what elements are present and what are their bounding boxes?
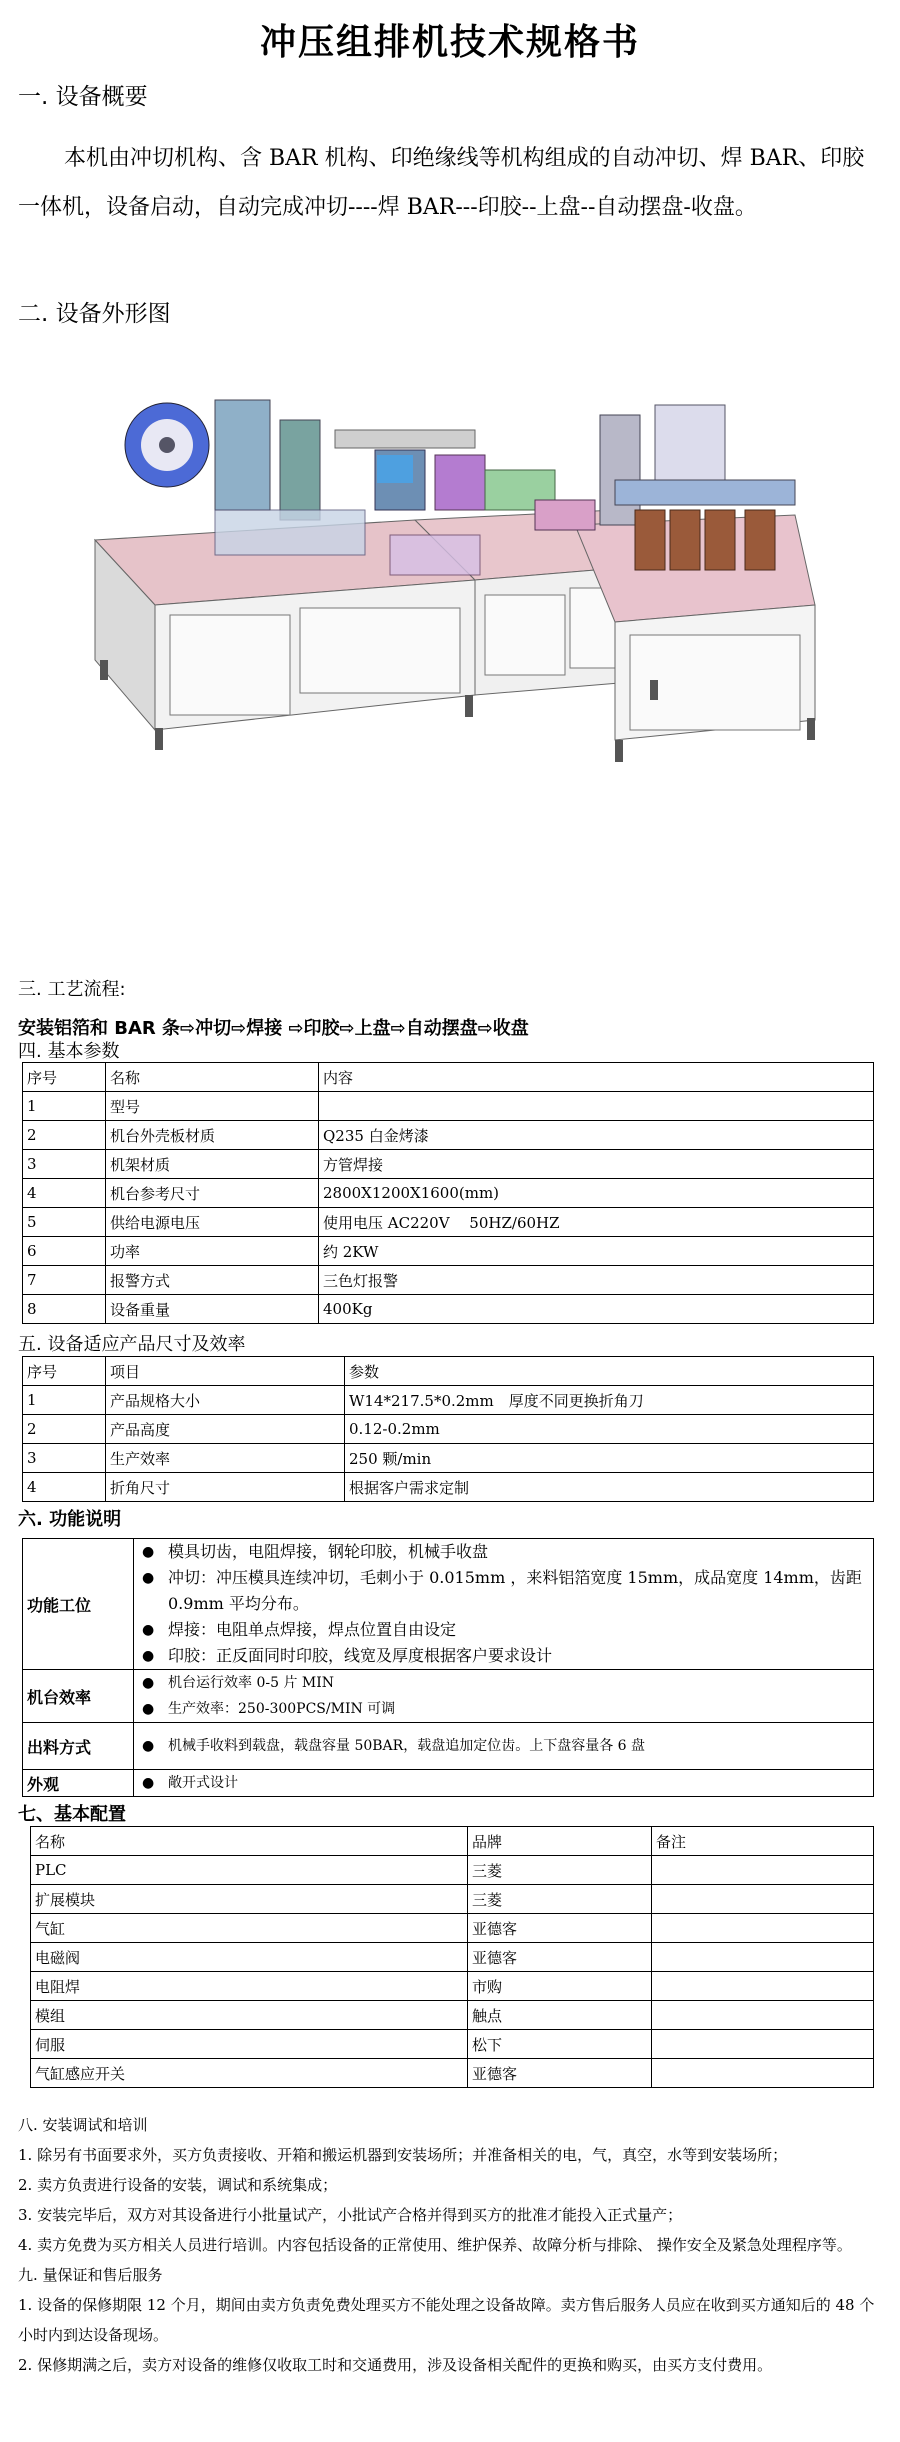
- function-label: 功能工位: [23, 1539, 134, 1670]
- table-row: [23, 1723, 874, 1770]
- cell: 2: [23, 1415, 106, 1444]
- cell: 1: [23, 1386, 106, 1415]
- cell: 6: [23, 1237, 106, 1266]
- cell: 松下: [468, 2030, 652, 2059]
- list-item: 2. 卖方负责进行设备的安装，调试和系统集成；: [18, 2176, 338, 2194]
- table-row: [31, 2030, 874, 2059]
- function-label: 机台效率: [23, 1670, 134, 1723]
- install-training-section: [18, 2110, 886, 2380]
- table-row: [23, 1121, 874, 1150]
- cell: 三色灯报警: [319, 1266, 874, 1295]
- table-row: [23, 1386, 874, 1415]
- table-row: [23, 1208, 874, 1237]
- section6-heading: 六. 功能说明: [18, 1509, 122, 1530]
- cell: 功率: [106, 1237, 319, 1266]
- table-row: [23, 1415, 874, 1444]
- table-row: [23, 1473, 874, 1502]
- list-item: 3. 安装完毕后，双方对其设备进行小批量试产，小批试产合格并得到买方的批准才能投入正式量产；: [18, 2206, 683, 2224]
- table-row: [23, 1295, 874, 1324]
- cell: 机架材质: [106, 1150, 319, 1179]
- function-table: [22, 1538, 874, 1797]
- table-row: [31, 1972, 874, 2001]
- list-item: ● 机台运行效率 0-5 片 MIN: [138, 1670, 869, 1696]
- cell: 4: [23, 1179, 106, 1208]
- list-item: 4. 卖方免费为买方相关人员进行培训。内容包括设备的正常使用、维护保养、故障分析与排除、 操作安全及紧急处理程序等。: [18, 2236, 852, 2254]
- cell: 市购: [468, 1972, 652, 2001]
- function-label: 外观: [23, 1770, 134, 1797]
- cell: [652, 2001, 874, 2030]
- list-item: 1. 设备的保修期限 12 个月，期间由卖方负责免费处理买方不能处理之设备故障。卖方售后服务人员应在收到买方通知后的 48 个小时内到达设备现场。: [18, 2296, 875, 2344]
- config-table: [30, 1826, 874, 2088]
- cell: 7: [23, 1266, 106, 1295]
- cell: [652, 2059, 874, 2088]
- cell: 8: [23, 1295, 106, 1324]
- section9-heading: 九. 量保证和售后服务: [18, 2266, 163, 2284]
- process-flow: 安装铝箔和 BAR 条⇨冲切⇨焊接 ⇨印胶⇨上盘⇨自动摆盘⇨收盘: [18, 1018, 529, 1039]
- cell: Q235 白金烤漆: [319, 1121, 874, 1150]
- cell: 产品规格大小: [106, 1386, 345, 1415]
- cell: [652, 2030, 874, 2059]
- cell: 根据客户需求定制: [345, 1473, 874, 1502]
- header-cell: 品牌: [468, 1827, 652, 1856]
- table-row: [23, 1237, 874, 1266]
- table-row: [31, 1914, 874, 1943]
- header-cell: 参数: [345, 1357, 874, 1386]
- cell: 电阻焊: [31, 1972, 468, 2001]
- cell: 约 2KW: [319, 1237, 874, 1266]
- cell: PLC: [31, 1856, 468, 1885]
- header-cell: 内容: [319, 1063, 874, 1092]
- cell: 3: [23, 1444, 106, 1473]
- table-header-row: [31, 1827, 874, 1856]
- list-item: 2. 保修期满之后，卖方对设备的维修仅收取工时和交通费用，涉及设备相关配件的更换和购买，由买方支付费用。: [18, 2356, 773, 2374]
- cell: 3: [23, 1150, 106, 1179]
- table-row: [23, 1150, 874, 1179]
- table-header-row: [23, 1357, 874, 1386]
- cell: 气缸感应开关: [31, 2059, 468, 2088]
- cell: 折角尺寸: [106, 1473, 345, 1502]
- table-row: [23, 1092, 874, 1121]
- table-row: [23, 1670, 874, 1723]
- cell: 型号: [106, 1092, 319, 1121]
- cell: 2800X1200X1600(mm): [319, 1179, 874, 1208]
- list-item: ● 印胶：正反面同时印胶，线宽及厚度根据客户要求设计: [138, 1643, 869, 1669]
- equipment-illustration: [55, 360, 835, 880]
- cell: 扩展模块: [31, 1885, 468, 1914]
- table-row: [23, 1444, 874, 1473]
- list-item: ● 敞开式设计: [138, 1770, 869, 1796]
- cell: 生产效率: [106, 1444, 345, 1473]
- cell: 亚德客: [468, 1943, 652, 1972]
- table-row: [31, 1856, 874, 1885]
- cell: 报警方式: [106, 1266, 319, 1295]
- cell: [319, 1092, 874, 1121]
- table-header-row: [23, 1063, 874, 1092]
- cell: 电磁阀: [31, 1943, 468, 1972]
- function-items: [134, 1670, 874, 1723]
- cell: 4: [23, 1473, 106, 1502]
- cell: 5: [23, 1208, 106, 1237]
- cell: [652, 1943, 874, 1972]
- overview-paragraph: [18, 134, 886, 232]
- table-row: [23, 1266, 874, 1295]
- cell: 亚德客: [468, 1914, 652, 1943]
- cell: 设备重量: [106, 1295, 319, 1324]
- cell: 气缸: [31, 1914, 468, 1943]
- cell: 250 颗/min: [345, 1444, 874, 1473]
- table-row: [31, 2059, 874, 2088]
- header-cell: 名称: [106, 1063, 319, 1092]
- cell: 1: [23, 1092, 106, 1121]
- basic-params-table: [22, 1062, 874, 1324]
- header-cell: 序号: [23, 1063, 106, 1092]
- section4-heading: 四. 基本参数: [18, 1041, 120, 1062]
- section5-heading: 五. 设备适应产品尺寸及效率: [18, 1334, 246, 1355]
- cell: 2: [23, 1121, 106, 1150]
- list-item: 1. 除另有书面要求外，买方负责接收、开箱和搬运机器到安装场所；并准备相关的电，气，真空，水等到安装场所；: [18, 2146, 788, 2164]
- list-item: ● 焊接：电阻单点焊接，焊点位置自由设定: [138, 1617, 869, 1643]
- cell: 亚德客: [468, 2059, 652, 2088]
- section7-heading: 七、基本配置: [18, 1804, 126, 1825]
- list-item: ● 机械手收料到载盘，载盘容量 50BAR，载盘追加定位齿。上下盘容量各 6 盘: [138, 1733, 869, 1759]
- cell: 伺服: [31, 2030, 468, 2059]
- section3-heading: 三. 工艺流程:: [18, 979, 126, 1000]
- cell: [652, 1885, 874, 1914]
- function-label: 出料方式: [23, 1723, 134, 1770]
- cell: 供给电源电压: [106, 1208, 319, 1237]
- function-items: [134, 1723, 874, 1770]
- cell: [652, 1914, 874, 1943]
- cell: 400Kg: [319, 1295, 874, 1324]
- cell: 0.12-0.2mm: [345, 1415, 874, 1444]
- header-cell: 名称: [31, 1827, 468, 1856]
- section2-heading: 二. 设备外形图: [18, 301, 171, 327]
- cell: 三菱: [468, 1856, 652, 1885]
- header-cell: 序号: [23, 1357, 106, 1386]
- cell: 产品高度: [106, 1415, 345, 1444]
- cell: 方管焊接: [319, 1150, 874, 1179]
- cell: 使用电压 AC220V 50HZ/60HZ: [319, 1208, 874, 1237]
- table-row: [31, 1943, 874, 1972]
- section1-heading: 一. 设备概要: [18, 84, 148, 110]
- list-item: ● 生产效率：250-300PCS/MIN 可调: [138, 1696, 869, 1722]
- document-title: 冲压组排机技术规格书: [259, 22, 640, 63]
- cell: [652, 1856, 874, 1885]
- cell: [652, 1972, 874, 2001]
- section8-heading: 八. 安装调试和培训: [18, 2116, 148, 2134]
- cell: 三菱: [468, 1885, 652, 1914]
- table-row: [31, 1885, 874, 1914]
- list-item: ● 冲切：冲压模具连续冲切，毛刺小于 0.015mm ，来料铝箔宽度 15mm，成品宽度 14mm，齿距 0.9mm 平均分布。: [138, 1565, 869, 1617]
- table-row: [23, 1770, 874, 1797]
- cell: 机台参考尺寸: [106, 1179, 319, 1208]
- table-row: [23, 1539, 874, 1670]
- cell: 模组: [31, 2001, 468, 2030]
- cell: 触点: [468, 2001, 652, 2030]
- overview-text: 本机由冲切机构、含 BAR 机构、印绝缘线等机构组成的自动冲切、焊 BAR、印胶一体机，设备启动，自动完成冲切----焊 BAR---印胶--上盘--自动摆盘-收盘。: [18, 146, 865, 220]
- function-items: [134, 1770, 874, 1797]
- table-row: [31, 2001, 874, 2030]
- table-row: [23, 1179, 874, 1208]
- list-item: ● 模具切齿，电阻焊接，钢轮印胶，机械手收盘: [138, 1539, 869, 1565]
- cell: 机台外壳板材质: [106, 1121, 319, 1150]
- header-cell: 项目: [106, 1357, 345, 1386]
- product-spec-table: [22, 1356, 874, 1502]
- cell: W14*217.5*0.2mm 厚度不同更换折角刀: [345, 1386, 874, 1415]
- header-cell: 备注: [652, 1827, 874, 1856]
- function-items: [134, 1539, 874, 1670]
